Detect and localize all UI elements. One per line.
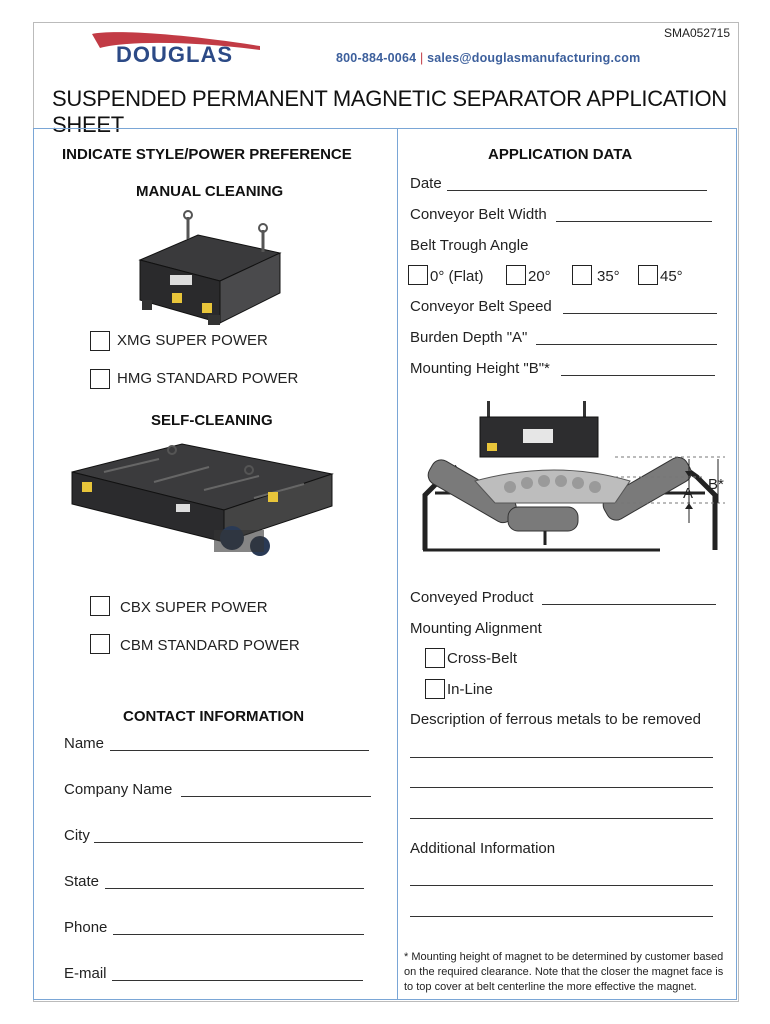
angle-20-checkbox[interactable]: [506, 265, 526, 285]
diagram-label-a: A: [683, 485, 694, 502]
mounting-height-label: Mounting Height "B"*: [410, 360, 550, 377]
city-label: City: [64, 827, 90, 844]
burden-depth-label: Burden Depth "A": [410, 329, 528, 346]
mounting-height-input[interactable]: [561, 375, 715, 376]
manual-magnet-image: [128, 205, 293, 330]
contact-separator: |: [419, 51, 424, 65]
angle-45-checkbox[interactable]: [638, 265, 658, 285]
phone-number: 800-884-0064: [336, 51, 417, 65]
angle-45-label: 45°: [660, 268, 683, 285]
document-code: SMA052715: [663, 26, 730, 40]
xmg-checkbox[interactable]: [90, 331, 110, 351]
application-data-heading: APPLICATION DATA: [488, 146, 633, 163]
state-label: State: [64, 873, 100, 890]
mounting-footnote: * Mounting height of magnet to be determined by customer based on the required clearance. Note that the closer the magnet face is to top cover at belt centerline the more effective the magnet.: [404, 951, 724, 993]
cbx-label: CBX SUPER POWER: [120, 599, 268, 616]
angle-0-label: 0° (Flat): [430, 268, 484, 285]
email-address: sales@douglasmanufacturing.com: [427, 51, 641, 65]
state-input[interactable]: [105, 888, 364, 889]
hmg-label: HMG STANDARD POWER: [117, 370, 299, 387]
in-line-checkbox[interactable]: [425, 679, 445, 699]
cross-belt-label: Cross-Belt: [447, 650, 518, 667]
belt-speed-input[interactable]: [563, 313, 717, 314]
conveyed-product-label: Conveyed Product: [410, 589, 534, 606]
additional-line-1[interactable]: [410, 885, 713, 886]
angle-0-checkbox[interactable]: [408, 265, 428, 285]
phone-label: Phone: [64, 919, 108, 936]
conveyor-diagram: [415, 395, 730, 560]
style-power-heading: INDICATE STYLE/POWER PREFERENCE: [62, 146, 352, 163]
burden-depth-input[interactable]: [536, 344, 717, 345]
ferrous-line-2[interactable]: [410, 787, 713, 788]
additional-info-label: Additional Information: [410, 840, 556, 857]
self-cleaning-heading: SELF-CLEANING: [151, 412, 273, 429]
contact-line: [336, 51, 640, 65]
ferrous-line-1[interactable]: [410, 757, 713, 758]
cbx-checkbox[interactable]: [90, 596, 110, 616]
date-input[interactable]: [447, 190, 707, 191]
date-label: Date: [410, 175, 442, 192]
logo-text: DOUGLAS: [116, 42, 233, 67]
phone-input[interactable]: [113, 934, 364, 935]
email-input[interactable]: [112, 980, 363, 981]
in-line-label: In-Line: [447, 681, 493, 698]
company-input[interactable]: [181, 796, 371, 797]
ferrous-line-3[interactable]: [410, 818, 713, 819]
belt-speed-label: Conveyor Belt Speed: [410, 298, 552, 315]
manual-cleaning-heading: MANUAL CLEANING: [136, 183, 284, 200]
angle-35-label: 35°: [597, 268, 620, 285]
additional-line-2[interactable]: [410, 916, 713, 917]
belt-width-label: Conveyor Belt Width: [410, 206, 547, 223]
angle-20-label: 20°: [528, 268, 551, 285]
contact-info-heading: CONTACT INFORMATION: [123, 708, 305, 725]
company-label: Company Name: [64, 781, 173, 798]
self-cleaning-magnet-image: [64, 432, 344, 572]
douglas-logo: [90, 28, 270, 68]
name-label: Name: [64, 735, 105, 752]
xmg-label: XMG SUPER POWER: [117, 332, 268, 349]
email-label: E-mail: [64, 965, 107, 982]
city-input[interactable]: [94, 842, 363, 843]
cross-belt-checkbox[interactable]: [425, 648, 445, 668]
belt-width-input[interactable]: [556, 221, 712, 222]
diagram-label-b: B*: [708, 476, 724, 493]
name-input[interactable]: [110, 750, 369, 751]
page-title: SUSPENDED PERMANENT MAGNETIC SEPARATOR APPLICATION SHEET: [52, 86, 727, 137]
mounting-alignment-label: Mounting Alignment: [410, 620, 542, 637]
trough-angle-label: Belt Trough Angle: [410, 237, 529, 254]
angle-35-checkbox[interactable]: [572, 265, 592, 285]
column-divider: [397, 128, 398, 1000]
ferrous-description-label: Description of ferrous metals to be removed: [410, 711, 701, 728]
conveyed-product-input[interactable]: [542, 604, 716, 605]
cbm-label: CBM STANDARD POWER: [120, 637, 300, 654]
cbm-checkbox[interactable]: [90, 634, 110, 654]
hmg-checkbox[interactable]: [90, 369, 110, 389]
